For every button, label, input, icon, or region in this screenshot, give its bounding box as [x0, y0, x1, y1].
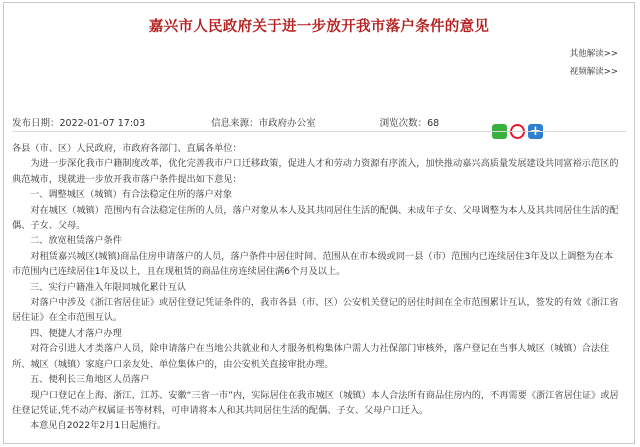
divider [12, 131, 626, 132]
paragraph: 对落户中涉及《浙江省居住证》或居住登记凭证条件的，我市各县（市、区）公安机关登记的居住时间在全市范围累计互认，签发的有效《浙江省居住证》在全市范围互认。 [12, 297, 619, 324]
paragraph: 对符合引进人才类落户人员，除申请落户在当地公共就业和人才服务机构集体户需人力社保部门审核外，落户登记在当事人城区（城镇）合法住所、城区（城镇）家庭户口亲友处、单位集体户的，由公安机关直接审批办理。 [12, 343, 610, 370]
section-heading: 五、便利长三角地区人员落户 [30, 374, 150, 386]
paragraph: 对租赁嘉兴城区(城镇)商品住房申请落户的人员，落户条件中居住时间、范围从在市本级或同一县（市）范围内已连续居住3年及以上调整为在本市范围内已连续居住1年及以上，且在现租赁的商品住房连续居住满6个月及以上。 [12, 250, 614, 278]
paragraph: 对在城区（城镇）范围内有合法稳定住所的人员，落户对象从本人及其共同居住生活的配偶、未成年子女、父母调整为本人及其共同居住生活的配偶、子女、父母。 [12, 204, 619, 232]
paragraph: 现户口登记在上海、浙江、江苏、安徽“三省一市”内，实际居住在我市城区（城镇）本人合法所有商品住房内的，不再需要《浙江省居住证》或居住登记凭证,凭不动产权属证书等材料，可申请将本人和其共同居住生活的配偶、子女、父母户口迁入。 [12, 389, 619, 416]
plus-share-icon[interactable]: + [528, 124, 543, 139]
section-heading: 四、便捷人才落户办理 [30, 327, 122, 339]
section-heading: 三、实行户籍准入年限同城化累计互认 [30, 281, 187, 293]
section-heading: 一、调整城区（城镇）有合法稳定住所的落户对象 [30, 189, 233, 201]
info-source: 信息来源：市政府办公室 [211, 118, 316, 129]
publish-time: 发布日期：2022-01-07 17:03 [12, 118, 146, 129]
article-body [12, 141, 622, 434]
salutation: 各县（市、区）人民政府，市政府各部门、直属各单位： [12, 143, 242, 154]
article-meta [12, 115, 439, 129]
page-title: 嘉兴市人民政府关于进一步放开我市落户条件的意见 [148, 19, 490, 35]
section-heading: 二、放宽租赁落户条件 [30, 235, 122, 247]
related-links [570, 45, 618, 81]
view-count: 浏览次数：68 [379, 118, 440, 129]
article-frame [3, 2, 635, 444]
link-other-interpretation[interactable]: 其他解读>> [569, 49, 618, 59]
link-video-interpretation[interactable]: 视频解读>> [569, 67, 618, 77]
paragraph: 为进一步深化我市户籍制度改革，优化完善我市户口迁移政策，促进人才和劳动力资源有序流入，加快推动嘉兴高质量发展建设共同富裕示范区的典范城市，现就进一步放开我市落户条件提出如下意见： [12, 158, 619, 185]
closing-line: 本意见自2022年2月1日起施行。 [30, 420, 167, 432]
